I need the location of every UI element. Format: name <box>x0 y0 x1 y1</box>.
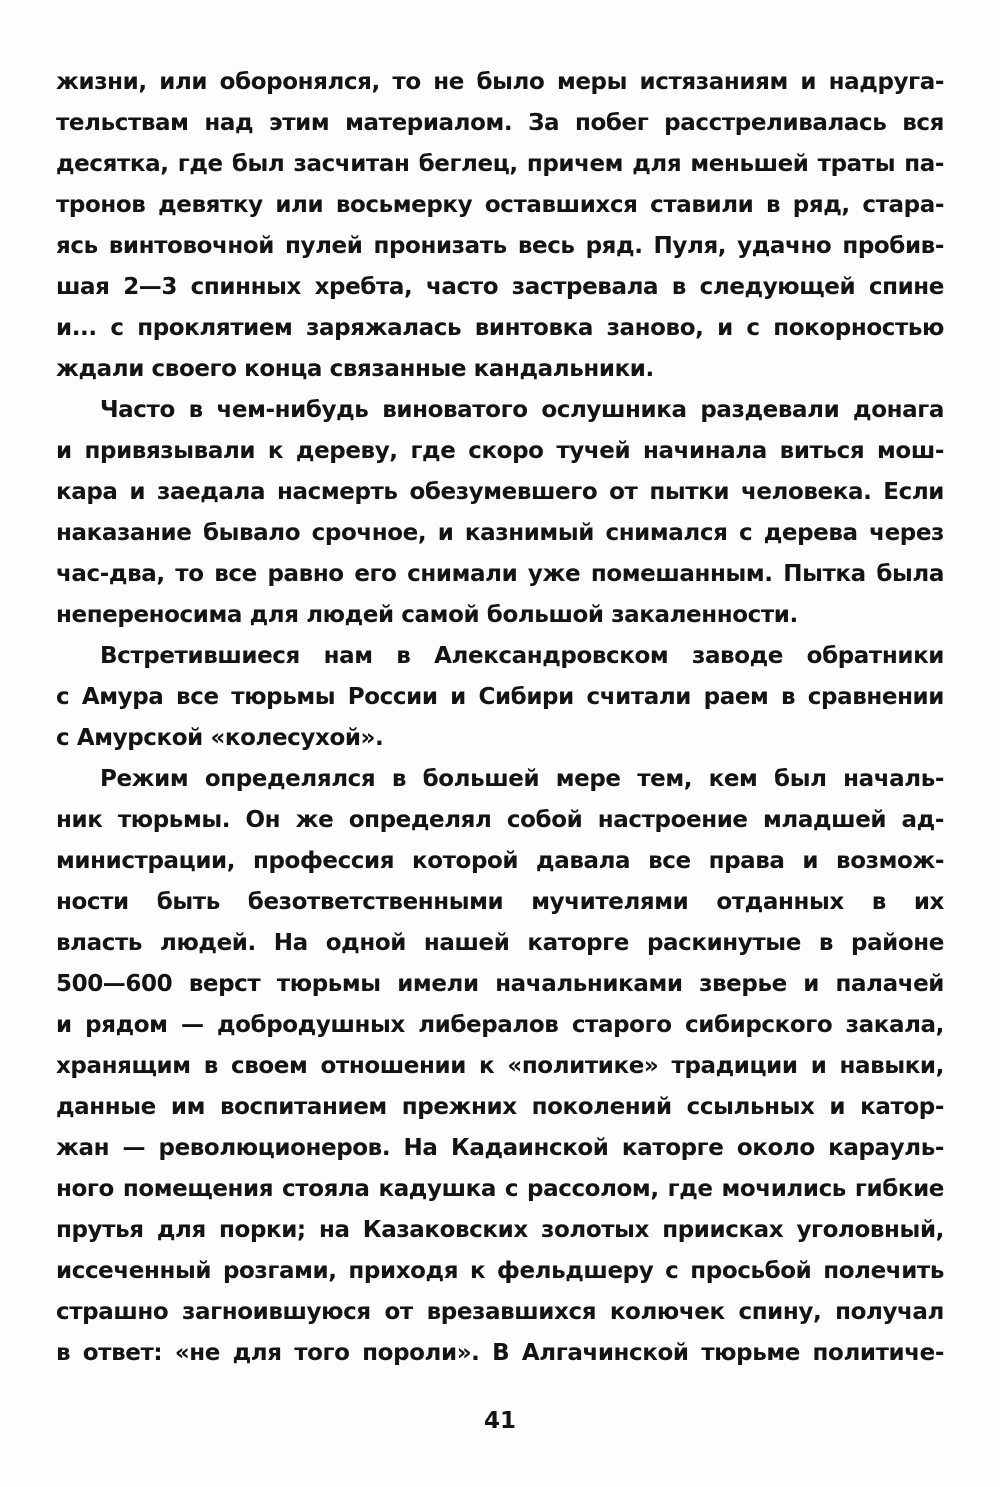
text-line: ник тюрьмы. Он же определял собой настроение младшей ад- <box>56 807 944 833</box>
text-line: тельствам над этим материалом. За побег расстреливалась вся <box>56 110 944 136</box>
text-line: кара и заедала насмерть обезумевшего от пытки человека. Если <box>56 479 944 505</box>
text-line: десятка, где был засчитан беглец, причем для меньшей траты па- <box>56 151 944 177</box>
text-line: прутья для порки; на Казаковских золотых приисках уголовный, <box>56 1217 944 1243</box>
text-line: ности быть безответственными мучителями отданных в их <box>56 889 944 915</box>
text-line: и привязывали к дереву, где скоро тучей начинала виться мош- <box>56 438 944 464</box>
text-line: наказание бывало срочное, и казнимый снимался с дерева через <box>56 520 944 546</box>
text-line: иссеченный розгами, приходя к фельдшеру с просьбой полечить <box>56 1258 944 1284</box>
text-line: ного помещения стояла кадушка с рассолом, где мочились гибкие <box>56 1176 944 1202</box>
text-line: с Амурской «колесухой». <box>56 725 384 751</box>
text-line: с Амура все тюрьмы России и Сибири считали раем в сравнении <box>56 684 944 710</box>
text-line: жизни, или оборонялся, то не было меры истязаниям и надруга- <box>56 69 944 95</box>
page-text <box>56 62 944 1374</box>
text-line: в ответ: «не для того пороли». В Алгачинской тюрьме политиче- <box>56 1340 944 1366</box>
text-line: ясь винтовочной пулей пронизать весь ряд. Пуля, удачно пробив- <box>56 233 944 259</box>
text-line: Встретившиеся нам в Александровском заводе обратники <box>100 643 944 669</box>
text-line: час-два, то все равно его снимали уже помешанным. Пытка была <box>56 561 944 587</box>
text-line: хранящим в своем отношении к «политике» традиции и навыки, <box>56 1053 944 1079</box>
text-line: страшно загноившуюся от врезавшихся колючек спину, получал <box>56 1299 944 1325</box>
page-number: 41 <box>483 1408 516 1434</box>
text-line: непереносима для людей самой большой закаленности. <box>56 602 798 628</box>
text-line: власть людей. На одной нашей каторге раскинутые в районе <box>56 930 944 956</box>
text-line: ждали своего конца связанные кандальники. <box>56 356 654 382</box>
text-line: данные им воспитанием прежних поколений ссыльных и катор- <box>56 1094 944 1120</box>
text-line: Часто в чем-нибудь виноватого ослушника раздевали донага <box>100 397 944 423</box>
text-line: тронов девятку или восьмерку оставшихся ставили в ряд, стара- <box>56 192 944 218</box>
text-line: жан — революционеров. На Кадаинской каторге около карауль- <box>56 1135 944 1161</box>
text-line: и... с проклятием заряжалась винтовка заново, и с покорностью <box>56 315 944 341</box>
text-line: и рядом — добродушных либералов старого сибирского закала, <box>56 1012 944 1038</box>
text-line: шая 2—3 спинных хребта, часто застревала в следующей спине <box>56 274 944 300</box>
text-line: 500—600 верст тюрьмы имели начальниками зверье и палачей <box>56 971 944 997</box>
text-line: министрации, профессия которой давала все права и возмож- <box>56 848 944 874</box>
text-line: Режим определялся в большей мере тем, кем был началь- <box>100 766 944 792</box>
